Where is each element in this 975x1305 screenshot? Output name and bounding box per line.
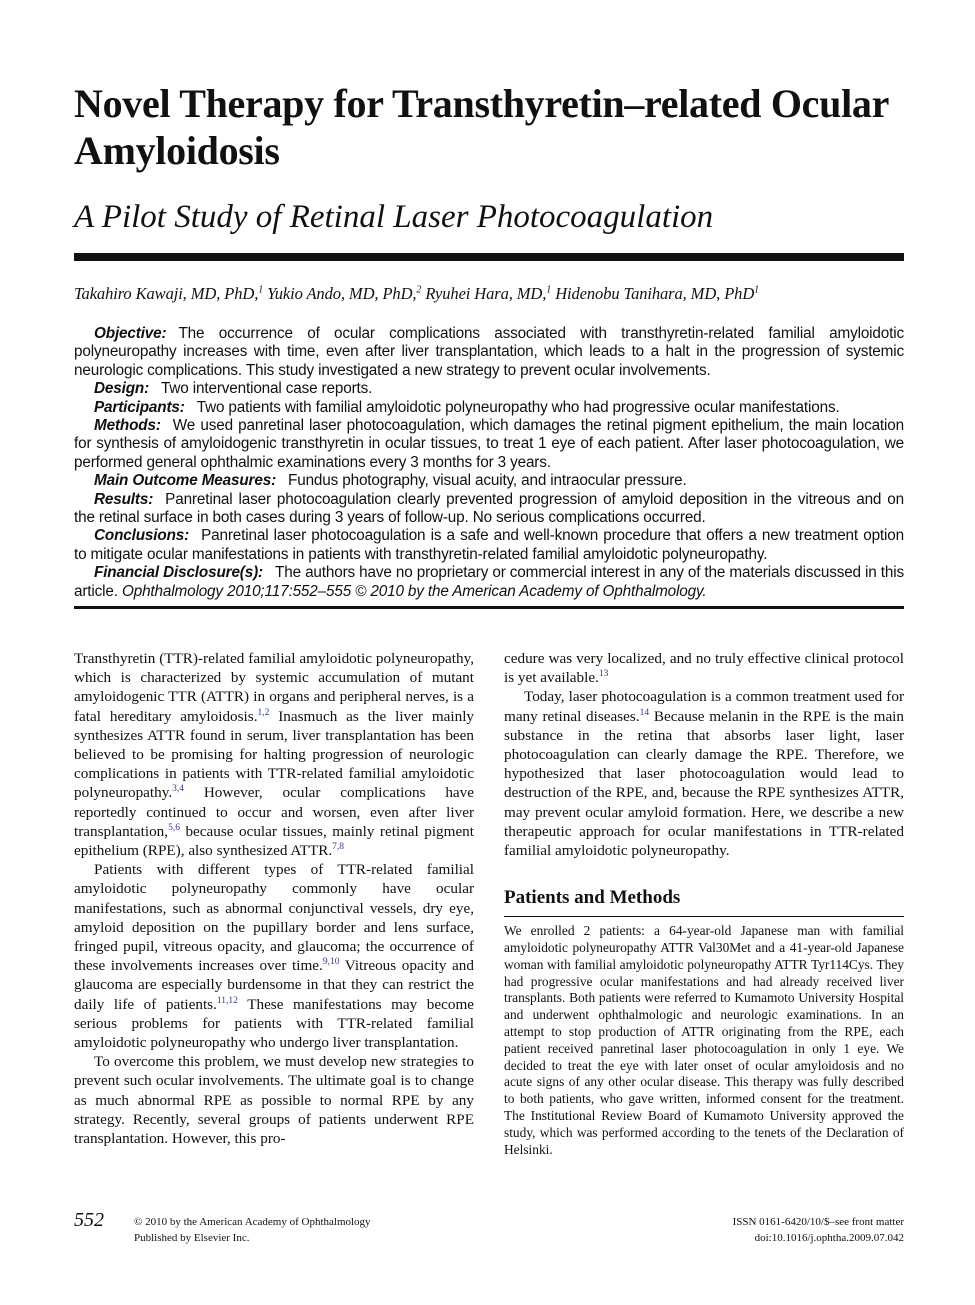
article-page [74,0,904,1305]
page-footer [74,1205,904,1245]
abstract-label: Participants: [94,398,185,416]
reference-link[interactable]: 13 [598,669,609,680]
body-paragraph: To overcome this problem, we must develop new strategies to prevent such ocular involvements. The ultimate goal is to change as much abnormal RPE as possible to normal RPE by any strategy. Recently, several groups of patients underwent RPE transplantation. However, this pro- [74,1053,474,1148]
issn-line: ISSN 0161-6420/10/$–see front matter [732,1216,904,1228]
reference-link[interactable]: 11,12 [216,995,238,1006]
body-text: because ocular tissues, mainly retinal pigment epithelium (RPE), also synthesized ATTR. [74,822,474,860]
abstract-label: Methods: [94,417,161,435]
article-title: Novel Therapy for Transthyretin–related Ocular Amyloidosis [74,81,889,173]
doi-link[interactable]: doi:10.1016/j.ophtha.2009.07.042 [754,1232,904,1244]
publisher-line: Published by Elsevier Inc. [134,1232,250,1244]
footer-copyright [134,1214,371,1246]
author-affiliation: 1 [546,284,552,296]
abstract-design [74,380,904,398]
author-affiliation: 1 [754,284,760,296]
author-affiliation: 1 [258,284,264,296]
abstract-label: Conclusions: [94,527,190,545]
abstract-text: Two interventional case reports. [161,380,373,398]
author-list [74,284,904,304]
abstract-label: Main Outcome Measures: [94,472,277,490]
abstract-conclusions [74,527,904,564]
author-name: Hidenobu Tanihara, MD, PhD [555,284,755,303]
body-text: Today, laser photocoagulation is a common treatment used for many retinal diseases. [504,688,904,725]
abstract [74,325,904,601]
author-name: Yukio Ando, MD, PhD, [267,284,417,303]
reference-link[interactable]: 9,10 [322,957,340,968]
reference-link[interactable]: 3,4 [172,784,185,795]
reference-link[interactable]: 5,6 [168,822,180,833]
section-heading: Patients and Methods [504,886,904,917]
abstract-text: Fundus photography, visual acuity, and intraocular pressure. [288,472,687,490]
body-text: Vitreous opacity and glaucoma are especially burdensome in that they can restrict the daily life of patients. [74,957,474,1013]
body-paragraph [74,860,474,1052]
footer-identifiers [733,1214,904,1246]
abstract-label: Design: [94,380,150,398]
abstract-text: Panretinal laser photocoagulation clearly prevented progression of amyloid deposition in the vitreous and on the retinal surface in both cases during 3 years of follow-up. No serious complications occurred. [74,490,904,527]
reference-link[interactable]: 14 [639,707,650,718]
reference-link[interactable]: 1,2 [257,707,270,718]
body-text: Because melanin in the RPE is the main substance in the retina that absorbs laser light, laser photocoagulation can clearly damage the RPE. Therefore, we hypothesized that laser photocoagulation would lead to destruction of the RPE, and, because the RPE synthesizes ATTR, may prevent ocular amyloid formation. Here, we describe a new therapeutic approach for ocular manifestations in TTR-related familial amyloidotic polyneuropathy. [504,707,904,860]
article-subtitle: A Pilot Study of Retinal Laser Photocoagulation [74,199,714,235]
abstract-results [74,491,904,528]
abstract-text: Panretinal laser photocoagulation is a safe and well-known procedure that offers a new treatment option to mitigate ocular manifestations in patients with transthyretin-related familial amyloidotic polyneuropathy. [74,527,904,563]
abstract-text: The occurrence of ocular complications associated with transthyretin-related familial amyloidotic polyneuropathy increases with time, even after liver transplantation, which leads to a halt in the progression of systemic neurologic complications. This study investigated a new strategy to prevent ocular involvements. [74,325,904,379]
journal-citation: Ophthalmology 2010;117:552–555 © 2010 by the American Academy of Ophthalmology. [121,582,707,600]
page-number: 552 [74,1209,104,1231]
body-paragraph [504,687,904,860]
body-text: However, ocular complications have reportedly continued to occur and worsen, even after liver transplantation, [74,784,474,840]
author-name: Ryuhei Hara, MD, [425,284,547,303]
methods-paragraph: We enrolled 2 patients: a 64-year-old Japanese man with familial amyloidotic polyneuropathy ATTR Val30Met and a 41-year-old Japanese woman with familial amyloidotic polyneuropathy ATTR Tyr114Cys. They had progressive ocular manifestations and had already received liver transplants. Both patients were referred to Kumamoto University Hospital and underwent ophthalmologic and neurologic examinations. In an attempt to stop production of ATTR originating from the RPE, each patient received panretinal laser photocoagulation in only 1 eye. We decided to treat the eye with later onset of ocular amyloidosis and no acute signs of any other ocular disease. This therapy was fully described to both patients, who gave written, informed consent for the treatment. The Institutional Review Board of Kumamoto University approved the study, which was performed according to the tenets of the Declaration of Helsinki. [504,923,904,1157]
abstract-text: Two patients with familial amyloidotic polyneuropathy who had progressive ocular manifestations. [196,398,840,416]
abstract-label: Financial Disclosure(s): [94,564,264,582]
author-name: Takahiro Kawaji, MD, PhD, [74,284,259,303]
title-rule [74,253,904,261]
abstract-label: Results: [94,490,154,508]
author-affiliation: 2 [416,284,422,296]
body-text: Transthyretin (TTR)-related familial amyloidotic polyneuropathy, which is characterized by systemic accumulation of mutant amyloidogenic TTR (ATTR) in organs and peripheral nerves, is a fatal hereditary amyloidosis. [74,650,474,725]
body-paragraph [74,649,474,860]
body-text: Inasmuch as the liver mainly synthesizes ATTR found in serum, liver transplantation has been believed to be promising for halting progression of neurologic complications in patients with TTR-related familial amyloidotic polyneuropathy. [74,707,475,802]
body-text: cedure was very localized, and no truly effective clinical protocol is yet available. [504,650,904,687]
abstract-label: Objective: [94,325,167,342]
abstract-disclosure [74,564,904,601]
abstract-objective [74,325,904,380]
copyright-line: © 2010 by the American Academy of Ophthalmology [134,1216,371,1228]
abstract-rule [74,606,904,609]
abstract-methods [74,417,904,472]
abstract-text: We used panretinal laser photocoagulation, which damages the retinal pigment epithelium, the main location for synthesis of amyloidogenic transthyretin in ocular tissues, to treat 1 eye of each patient. After laser photocoagulation, we performed general ophthalmic examinations every 3 months for 3 years. [74,417,904,471]
right-column [504,649,904,1158]
body-text: These manifestations may become serious problems for patients with TTR-related familial amyloidotic polyneuropathy who undergo liver transplantation. [74,995,475,1052]
abstract-outcomes [74,472,904,490]
left-column [74,649,474,1148]
abstract-text: The authors have no proprietary or commercial interest in any of the materials discussed in this article. [74,564,904,600]
abstract-participants [74,399,904,417]
reference-link[interactable]: 7,8 [332,841,345,852]
body-paragraph [504,649,904,687]
body-text: Patients with different types of TTR-related familial amyloidotic polyneuropathy commonly have ocular manifestations, such as abnormal conjunctival vessels, dry eye, amyloid deposition on the pupillary border and lens surface, fringed pupil, vitreous opacity, and glaucoma; the occurrence of these involvements increases over time. [74,861,474,975]
